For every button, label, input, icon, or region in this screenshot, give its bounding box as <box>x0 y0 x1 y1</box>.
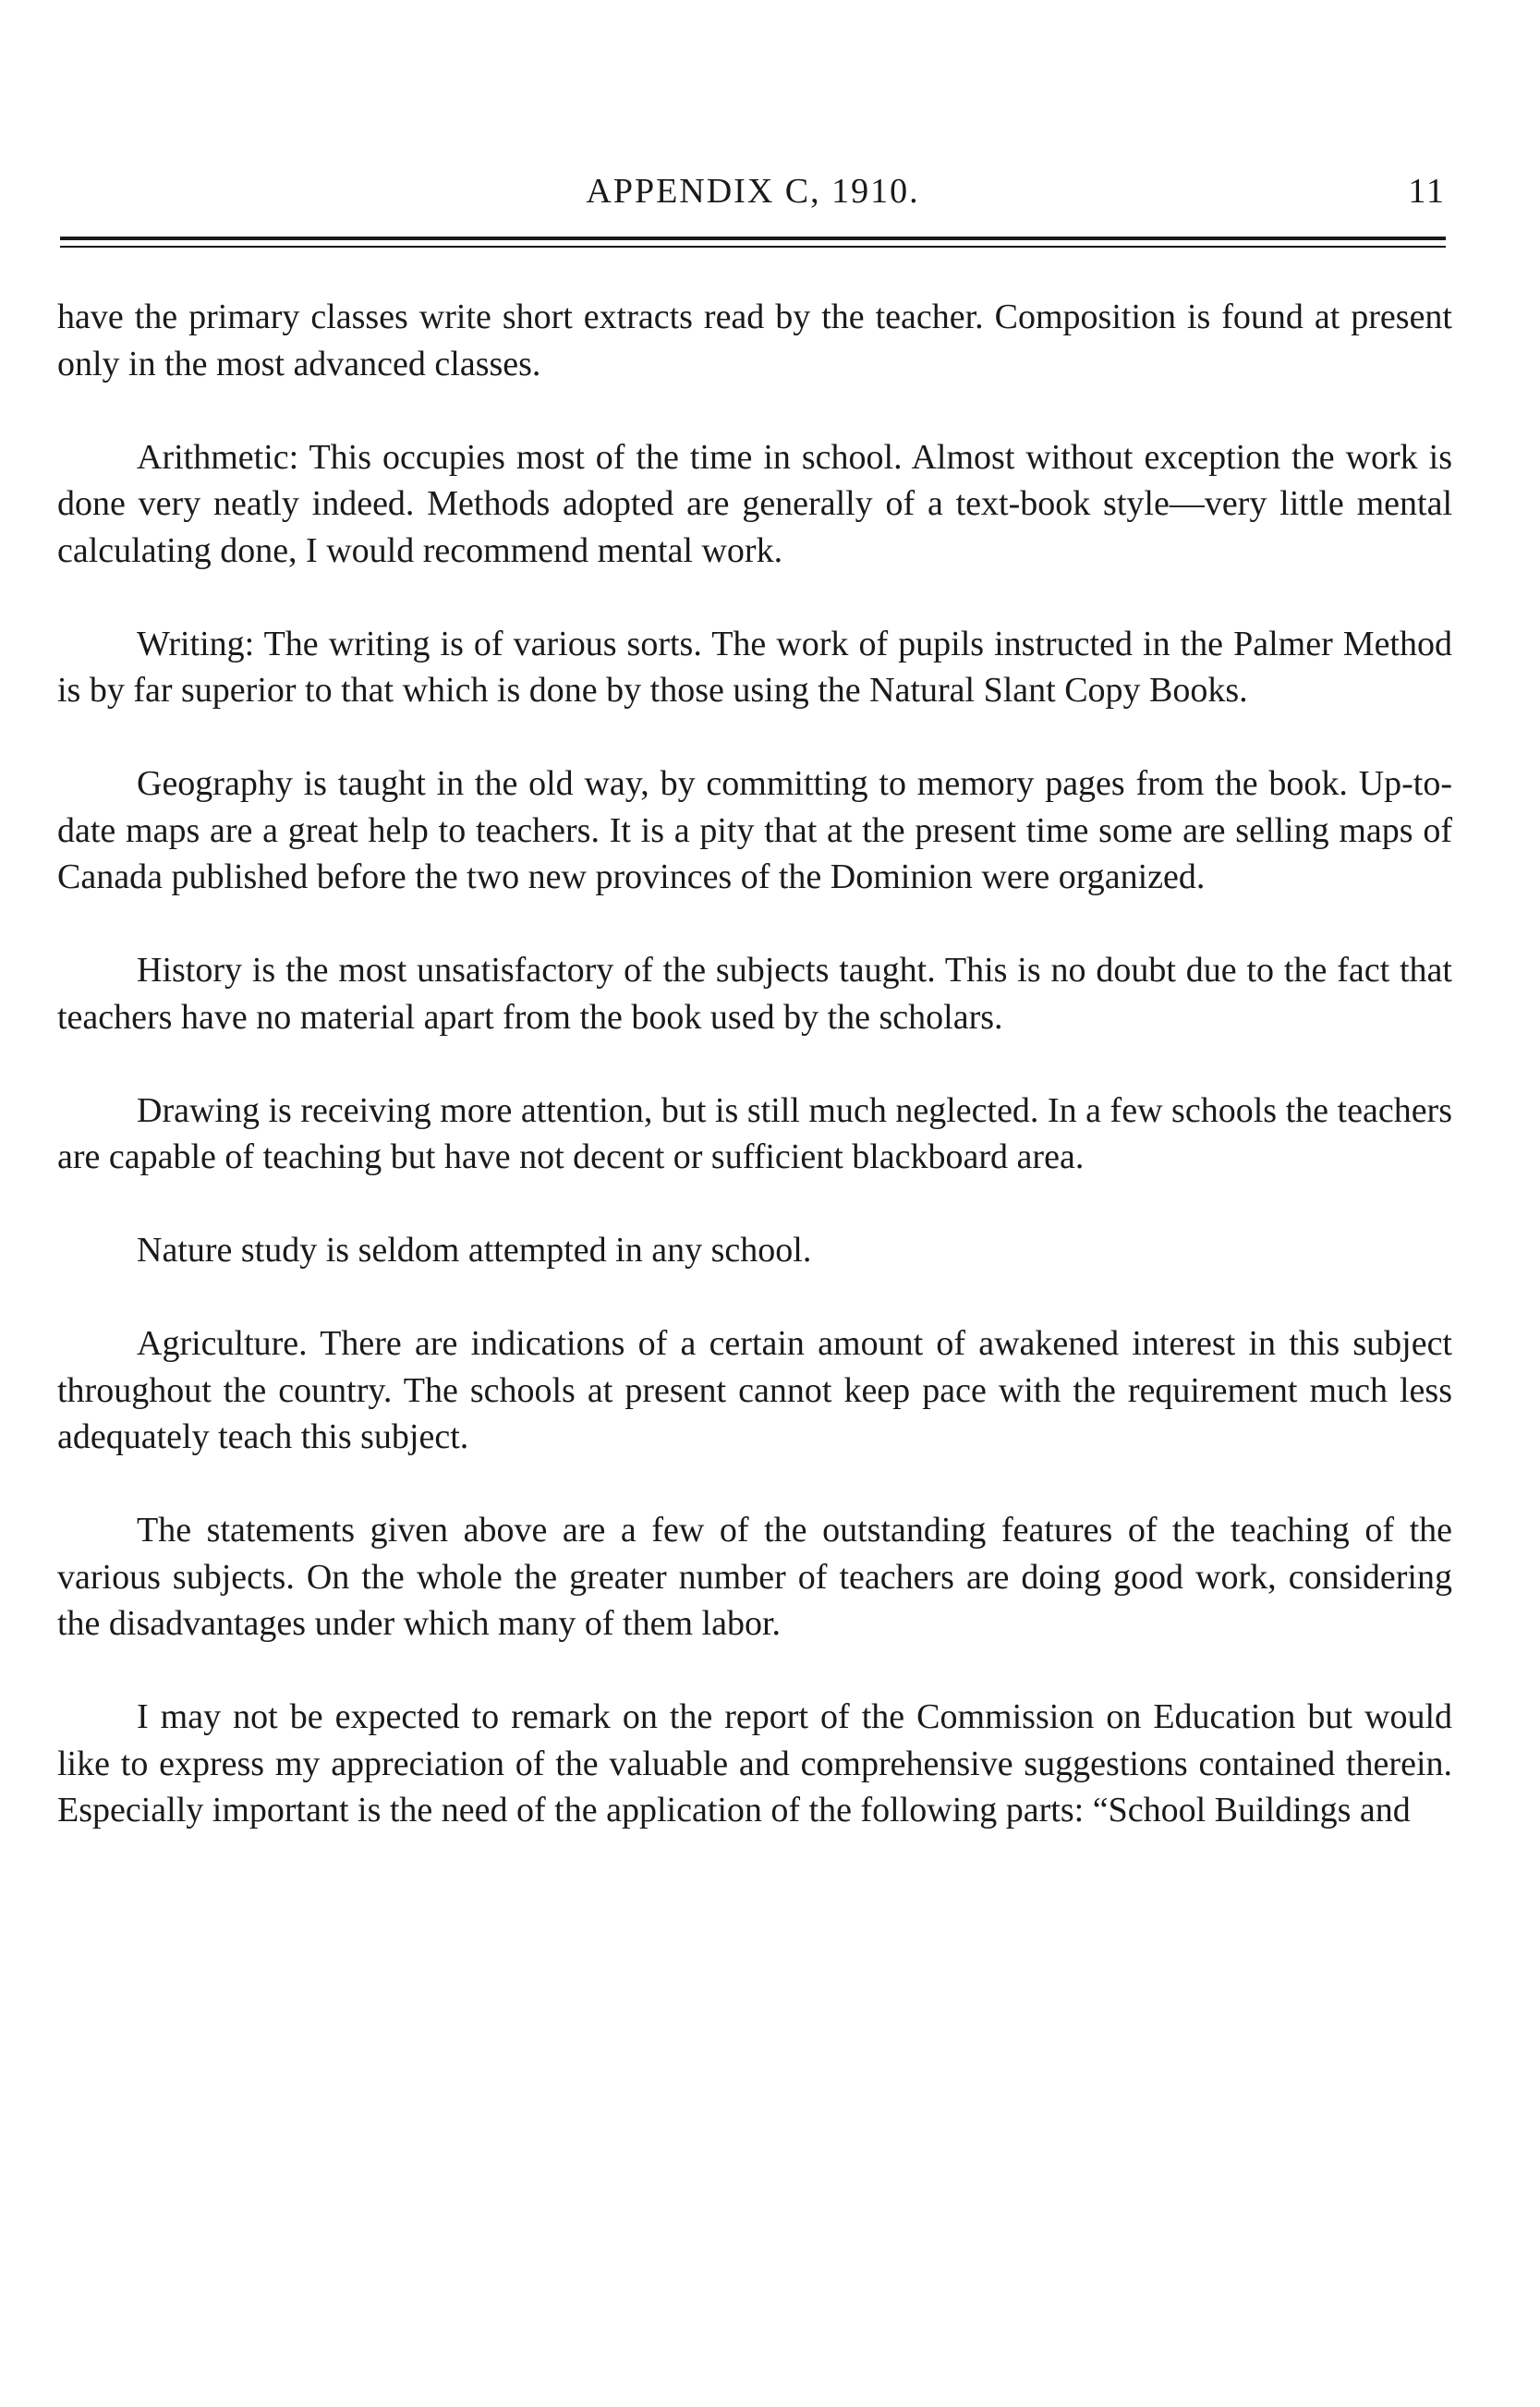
paragraph-arithmetic: Arithmetic: This occupies most of the time in school. Almost without exception the work is done very neatly indeed. Methods adopted are generally of a text-book style—very little mental calculating done, I would recommend mental work. <box>57 437 1452 570</box>
paragraph-nature-study: Nature study is seldom attempted in any school. <box>137 1231 812 1270</box>
paragraph-commission: I may not be expected to remark on the report of the Commission on Education but would like to express my appreciation of the valuable and comprehensive suggestions contained therein. Especially important is the need of the application of the following parts: “School Buildings and <box>57 1697 1452 1830</box>
running-header <box>60 171 1446 217</box>
paragraph-history: History is the most unsatisfactory of the subjects taught. This is no doubt due to the fact that teachers have no material apart from the book used by the scholars. <box>57 951 1452 1037</box>
page-number: 11 <box>1408 172 1446 211</box>
body-text <box>57 294 1452 1834</box>
paragraph-geography: Geography is taught in the old way, by committing to memory pages from the book. Up-to-date maps are a great help to teachers. It is a pity that at the present time some are selling maps of Canada published before the two new provinces of the Dominion were organized. <box>57 764 1452 896</box>
paragraph-composition: have the primary classes write short extracts read by the teacher. Composition is found at present only in the most advanced classes. <box>57 298 1452 383</box>
paragraph-drawing: Drawing is receiving more attention, but is still much neglected. In a few schools the teachers are capable of teaching but have not decent or sufficient blackboard area. <box>57 1090 1452 1176</box>
header-rule <box>60 237 1446 248</box>
paragraph-statements: The statements given above are a few of the outstanding features of the teaching of the various subjects. On the whole the greater number of teachers are doing good work, considering the disadvantages under which many of them labor. <box>57 1511 1452 1643</box>
paragraph-writing: Writing: The writing is of various sorts. The work of pupils instructed in the Palmer Method is by far superior to that which is done by those using the Natural Slant Copy Books. <box>57 624 1452 710</box>
header-title: APPENDIX C, 1910. <box>586 172 920 211</box>
paragraph-agriculture: Agriculture. There are indications of a certain amount of awakened interest in this subject throughout the country. The schools at present cannot keep pace with the requirement much less adequately teach this subject. <box>57 1324 1452 1456</box>
